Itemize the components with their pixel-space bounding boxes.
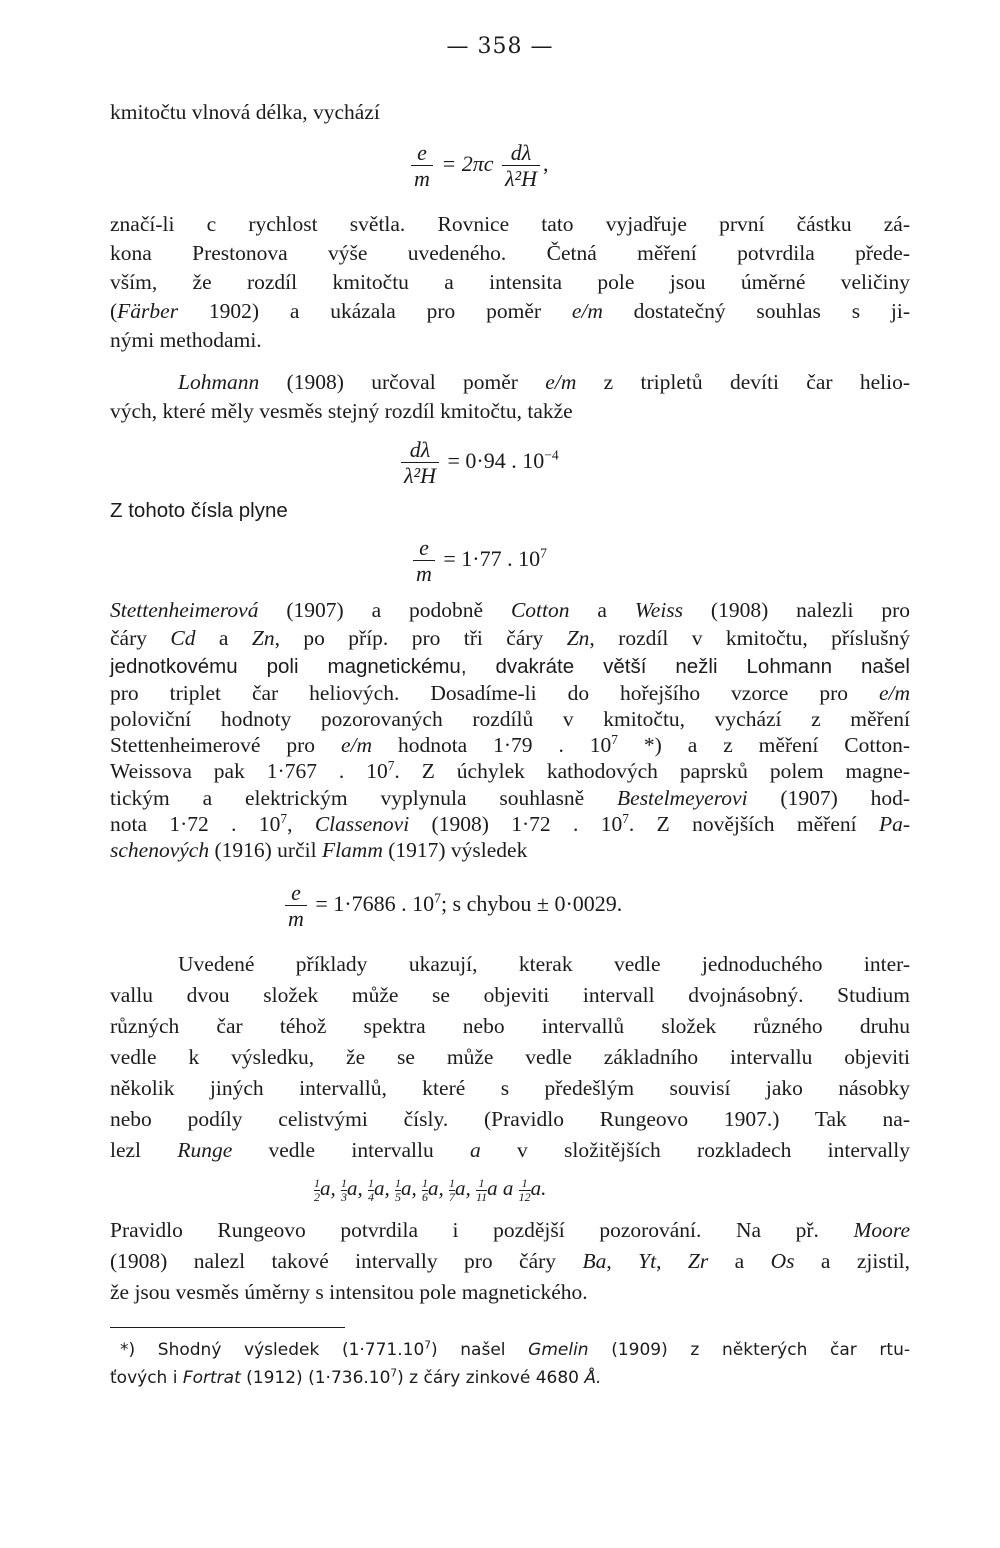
footnote-separator — [110, 1327, 345, 1328]
equation-dlambda — [398, 437, 559, 489]
line-text: (1908) nalezli pro — [683, 598, 911, 622]
frac-denominator: m — [414, 166, 430, 192]
author-name: Pa- — [878, 812, 911, 836]
text-line — [110, 399, 910, 424]
text-line — [110, 1138, 910, 1163]
math-symbol: e/m — [571, 299, 603, 323]
text-line — [110, 498, 910, 523]
interval-term — [341, 1175, 363, 1204]
text-line — [110, 598, 910, 623]
text-line — [110, 100, 910, 125]
line-text: (1908) určoval poměr — [259, 370, 546, 394]
line-text: lezl — [110, 1138, 178, 1162]
frac-numerator: dλ — [502, 140, 540, 166]
line-text: , rozdíl v kmitočtu, příslušný — [589, 626, 910, 650]
line-text: že jsou vesměs úměrny s intensitou pole magnetického. — [110, 1280, 588, 1304]
line-text: *) a z měření Cotton- — [617, 733, 910, 757]
interval-term — [422, 1175, 444, 1204]
text-line — [110, 299, 910, 324]
author-name: Classenovi — [314, 812, 410, 836]
line-text: vším, že rozdíl kmitočtu a intensita pole jsou úměrné veličiny — [110, 270, 910, 294]
author-name: Lohmann — [178, 370, 260, 394]
line-text: vých, které měly vesměs stejný rozdíl kmitočtu, takže — [110, 399, 573, 423]
math-symbol: e/m — [878, 681, 910, 705]
text-line — [110, 838, 910, 863]
line-text: a — [708, 1249, 771, 1273]
author-name: Fortrat — [182, 1368, 241, 1388]
frac-denominator: m — [416, 561, 432, 587]
author-name: Flamm — [321, 838, 383, 862]
line-text: (1908) 1·72 . 10 — [409, 812, 623, 836]
author-name: Färber — [117, 299, 179, 323]
frac-denominator: 2 — [314, 1189, 320, 1204]
line-text: dostatečný souhlas s ji- — [602, 299, 910, 323]
text-line — [110, 1045, 910, 1070]
footnote-text: ) z čáry zinkové 4680 — [397, 1368, 585, 1388]
text-line — [110, 812, 910, 837]
element-symbol: Zn — [566, 626, 590, 650]
interval-term — [518, 1175, 547, 1204]
line-text: pro triplet čar heliových. Dosadíme-li do hořejšího vzorce pro — [110, 681, 879, 705]
frac-denominator: 3 — [341, 1189, 347, 1204]
line-text: a — [569, 598, 635, 622]
interval-fractions — [314, 1176, 546, 1204]
interval-term — [476, 1175, 514, 1204]
frac-denominator: λ²H — [404, 463, 437, 489]
term-tail: a. — [530, 1176, 547, 1200]
frac-numerator: 1 — [449, 1175, 455, 1190]
fraction-e-over-m — [285, 880, 307, 932]
footnote-text: ťových i — [110, 1368, 183, 1388]
line-text: tickým a elektrickým vyplynula souhlasně — [110, 786, 618, 810]
line-text: (1908) nalezl takové intervally pro čáry — [110, 1249, 583, 1273]
footnote-text: *) Shodný výsledek (1·771.10 — [120, 1340, 425, 1360]
text-line — [110, 1280, 910, 1305]
page-number: — 358 — — [446, 34, 554, 59]
footnote-text: ) našel — [430, 1340, 529, 1360]
frac-denominator: 5 — [395, 1189, 401, 1204]
line-text: několik jiných intervallů, které s předešlým souvisí jako násobky — [110, 1076, 910, 1100]
term-tail: a a — [487, 1176, 514, 1200]
line-text: nými methodami. — [110, 328, 262, 352]
text-line — [110, 1218, 910, 1243]
line-text: (1907) a podobně — [258, 598, 511, 622]
author-name: Cotton — [510, 598, 570, 622]
equation-flamm-result — [282, 880, 622, 932]
frac-numerator: e — [413, 535, 435, 561]
line-text: . Z úchylek kathodových paprsků polem magne- — [394, 759, 910, 783]
equation-rhs: = 1·7686 . 10 — [315, 890, 435, 916]
line-text: poloviční hodnoty pozorovaných rozdílů v kmitočtu, vychází z měření — [110, 707, 910, 731]
frac-numerator: 1 — [519, 1177, 531, 1191]
text-line — [178, 370, 910, 395]
text-line — [178, 952, 910, 977]
math-symbol: a — [470, 1138, 481, 1162]
line-text: kona Prestonova výše uvedeného. Četná měření potvrdila přede- — [110, 241, 910, 265]
line-text: , — [287, 812, 315, 836]
fraction-dlambda — [502, 140, 540, 192]
term-tail: a, — [374, 1176, 390, 1200]
term-tail: a, — [428, 1176, 444, 1200]
author-name: Gmelin — [528, 1340, 589, 1360]
interval-term — [449, 1175, 471, 1204]
element-symbol: Zr — [687, 1249, 709, 1273]
frac-denominator: 6 — [422, 1189, 428, 1204]
exponent: 7 — [622, 810, 629, 826]
element-symbol: Zn — [251, 626, 275, 650]
fraction-dlambda — [401, 437, 439, 489]
line-text: hodnota 1·79 . 10 — [372, 733, 612, 757]
element-symbol: Yt — [638, 1249, 657, 1273]
text-line — [110, 707, 910, 732]
line-text: vedle k výsledku, že se může vedle základního intervallu objeviti — [110, 1045, 910, 1069]
frac-denominator: 11 — [476, 1189, 488, 1204]
text-line — [110, 655, 910, 679]
line-text: (1907) hod- — [747, 786, 910, 810]
exponent: 7 — [390, 1367, 398, 1380]
author-name: Bestelmeyerovi — [617, 786, 748, 810]
line-text: vedle intervallu — [232, 1138, 471, 1162]
line-text: různých čar téhož spektra nebo intervallů složek různého druhu — [110, 1014, 910, 1038]
line-text: Weissova pak 1·767 . 10 — [110, 759, 388, 783]
author-name: Moore — [853, 1218, 910, 1242]
exponent: −4 — [544, 447, 559, 463]
interval-term — [395, 1175, 417, 1204]
author-name: Stettenheimerová — [110, 598, 259, 622]
exponent: 7 — [387, 757, 395, 773]
text-line — [110, 1249, 910, 1274]
frac-numerator: e — [285, 880, 307, 906]
line-text: ( — [110, 299, 118, 323]
line-text: . Z novějších měření — [628, 812, 879, 836]
line-text: (1917) výsledek — [382, 838, 528, 862]
line-text: z tripletů devíti čar helio- — [576, 370, 911, 394]
line-text: Pravidlo Rungeovo potvrdila i pozdější pozorování. Na př. — [110, 1218, 854, 1242]
equation-rhs: = 2πc — [441, 150, 494, 176]
element-symbol: Cd — [170, 626, 196, 650]
text-line — [110, 759, 910, 784]
exponent: 7 — [434, 890, 441, 906]
footnote-text: (1912) (1·736.10 — [240, 1368, 391, 1388]
text-line — [110, 270, 910, 295]
text-line — [110, 1107, 910, 1132]
frac-denominator: 7 — [449, 1189, 455, 1204]
fraction-e-over-m — [413, 535, 435, 587]
line-text: kmitočtu vlnová délka, vychází — [110, 100, 380, 124]
element-symbol: Ba — [582, 1249, 607, 1273]
line-text: , — [656, 1249, 688, 1273]
exponent: 7 — [540, 545, 547, 561]
line-text: čáry — [110, 626, 171, 650]
line-text: jednotkovému poli magnetickému, dvakráte větší nežli Lohmann našel — [110, 655, 910, 678]
line-text: v složitějších rozkladech intervally — [480, 1138, 911, 1162]
frac-numerator: 1 — [395, 1175, 401, 1190]
frac-numerator: e — [411, 140, 433, 166]
frac-numerator: 1 — [341, 1175, 347, 1190]
line-text: , po příp. pro tři čáry — [274, 626, 567, 650]
text-line — [110, 328, 910, 353]
line-text: , — [606, 1249, 639, 1273]
line-text: (1916) určil — [209, 838, 322, 862]
line-text: Z tohoto čísla plyne — [110, 499, 288, 522]
line-text: nota 1·72 . 10 — [110, 812, 281, 836]
frac-denominator: λ²H — [505, 166, 538, 192]
frac-numerator: 1 — [422, 1175, 428, 1190]
line-text: a zjistil, — [794, 1249, 911, 1273]
element-symbol: Os — [770, 1249, 795, 1273]
text-line — [110, 681, 910, 706]
small-fraction — [519, 1177, 531, 1204]
footnote-text: (1909) z některých čar rtu- — [588, 1340, 910, 1360]
equation-rhs: = 0·94 . 10 — [447, 447, 545, 473]
frac-numerator: 1 — [314, 1175, 320, 1190]
term-tail: a, — [320, 1176, 336, 1200]
frac-denominator: 12 — [518, 1189, 531, 1204]
math-symbol: e/m — [545, 370, 577, 394]
small-fraction — [476, 1177, 487, 1204]
term-tail: a, — [401, 1176, 417, 1200]
equation-tail: , — [543, 150, 549, 176]
term-tail: a, — [347, 1176, 363, 1200]
text-line — [110, 733, 910, 758]
line-text: Uvedené příklady ukazují, kterak vedle jednoduchého inter- — [178, 952, 910, 976]
line-text: 1902) a ukázala pro poměr — [178, 299, 572, 323]
exponent: 7 — [424, 1339, 431, 1352]
text-line — [110, 983, 910, 1008]
term-tail: a, — [455, 1176, 471, 1200]
equation-em-value — [410, 535, 547, 587]
author-name: schenových — [110, 838, 210, 862]
text-line — [110, 626, 910, 651]
equation-em-ratio — [408, 140, 549, 192]
author-name: Weiss — [634, 598, 684, 622]
line-text: značí-li c rychlost světla. Rovnice tato vyjadřuje první částku zá- — [110, 212, 910, 236]
interval-term — [314, 1175, 336, 1204]
author-name: Runge — [177, 1138, 233, 1162]
equation-rhs: = 1·77 . 10 — [443, 545, 541, 571]
math-symbol: e/m — [340, 733, 373, 757]
footnote-line — [110, 1368, 910, 1388]
footnote-line — [120, 1340, 910, 1360]
text-line — [110, 212, 910, 237]
line-text: Stettenheimerové pro — [110, 733, 341, 757]
frac-denominator: 4 — [368, 1189, 374, 1204]
line-text: vallu dvou složek může se objeviti intervall dvojnásobný. Studium — [110, 983, 910, 1007]
unit-symbol: Å. — [584, 1368, 602, 1388]
exponent: 7 — [611, 731, 618, 747]
equation-tail: ; s chybou ± 0·0029. — [440, 890, 623, 916]
interval-term — [368, 1175, 390, 1204]
frac-numerator: 1 — [368, 1175, 374, 1190]
text-line — [110, 1014, 910, 1039]
text-line — [110, 1076, 910, 1101]
text-line — [110, 786, 910, 811]
line-text: nebo podíly celistvými čísly. (Pravidlo Rungeovo 1907.) Tak na- — [110, 1107, 910, 1131]
frac-numerator: dλ — [401, 437, 439, 463]
line-text: a — [195, 626, 252, 650]
frac-numerator: 1 — [476, 1177, 487, 1191]
text-line — [110, 241, 910, 266]
exponent: 7 — [280, 810, 288, 826]
frac-denominator: m — [288, 906, 304, 932]
fraction-e-over-m — [411, 140, 433, 192]
